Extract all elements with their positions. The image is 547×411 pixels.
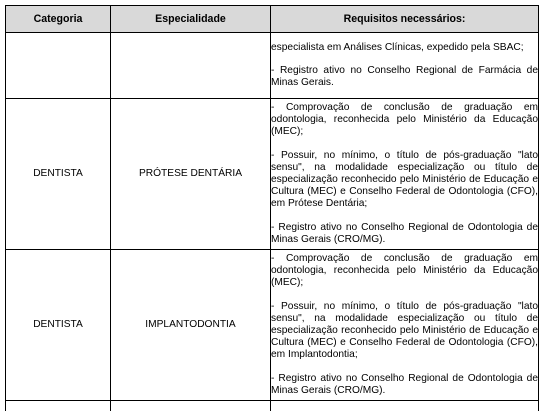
header-categoria: Categoria bbox=[6, 6, 111, 33]
header-row bbox=[6, 6, 539, 33]
categoria-cell: DENTISTA bbox=[6, 250, 111, 401]
especialidade-cell: IMPLANTODONTIA bbox=[111, 250, 271, 401]
requirement-text: - Comprovação de conclusão de graduação em odontologia, reconhecida pelo Ministério da Educação (MEC); bbox=[271, 102, 538, 139]
requirement-text: - Possuir, no mínimo, o título de pós-graduação "lato sensu", na modalidade especialização ou título de especialização reconhecido pelo Ministério de Educação e Cultura (MEC) e Conselho Federal de Odontologia (CFO), em Implantodontia; bbox=[271, 301, 538, 362]
requirements-table bbox=[5, 5, 539, 411]
requisitos-cell bbox=[271, 99, 539, 250]
table-row-continuation bbox=[6, 33, 539, 99]
requirement-text: - Registro ativo no Conselho Regional de Odontologia de Minas Gerais (CRO/MG). bbox=[271, 373, 538, 397]
categoria-cell bbox=[6, 33, 111, 99]
requirement-text: - Comprovação de conclusão de graduação em odontologia, reconhecida pelo Ministério da Educação (MEC); bbox=[271, 253, 538, 290]
especialidade-cell bbox=[111, 401, 271, 411]
categoria-cell: DENTISTA bbox=[6, 99, 111, 250]
table-row-next bbox=[6, 401, 539, 411]
especialidade-cell: PRÓTESE DENTÁRIA bbox=[111, 99, 271, 250]
table-row bbox=[6, 250, 539, 401]
categoria-cell bbox=[6, 401, 111, 411]
header-requisitos: Requisitos necessários: bbox=[271, 6, 539, 33]
requirement-text: - Possuir, no mínimo, o título de pós-graduação "lato sensu", na modalidade especialização ou título de especialização reconhecido pelo Ministério de Educação e Cultura (MEC) e Conselho Federal de Odontologia (CFO), em Prótese Dentária; bbox=[271, 150, 538, 211]
requirement-text: - Registro ativo no Conselho Regional de Farmácia de Minas Gerais. bbox=[271, 65, 538, 89]
table-row bbox=[6, 99, 539, 250]
requirement-text: especialista em Análises Clínicas, expedido pela SBAC; bbox=[271, 42, 538, 54]
header-especialidade: Especialidade bbox=[111, 6, 271, 33]
requisitos-cell bbox=[271, 250, 539, 401]
requisitos-cell bbox=[271, 401, 539, 411]
especialidade-cell bbox=[111, 33, 271, 99]
requirement-text: - Registro ativo no Conselho Regional de Odontologia de Minas Gerais (CRO/MG). bbox=[271, 222, 538, 246]
requisitos-cell bbox=[271, 33, 539, 99]
